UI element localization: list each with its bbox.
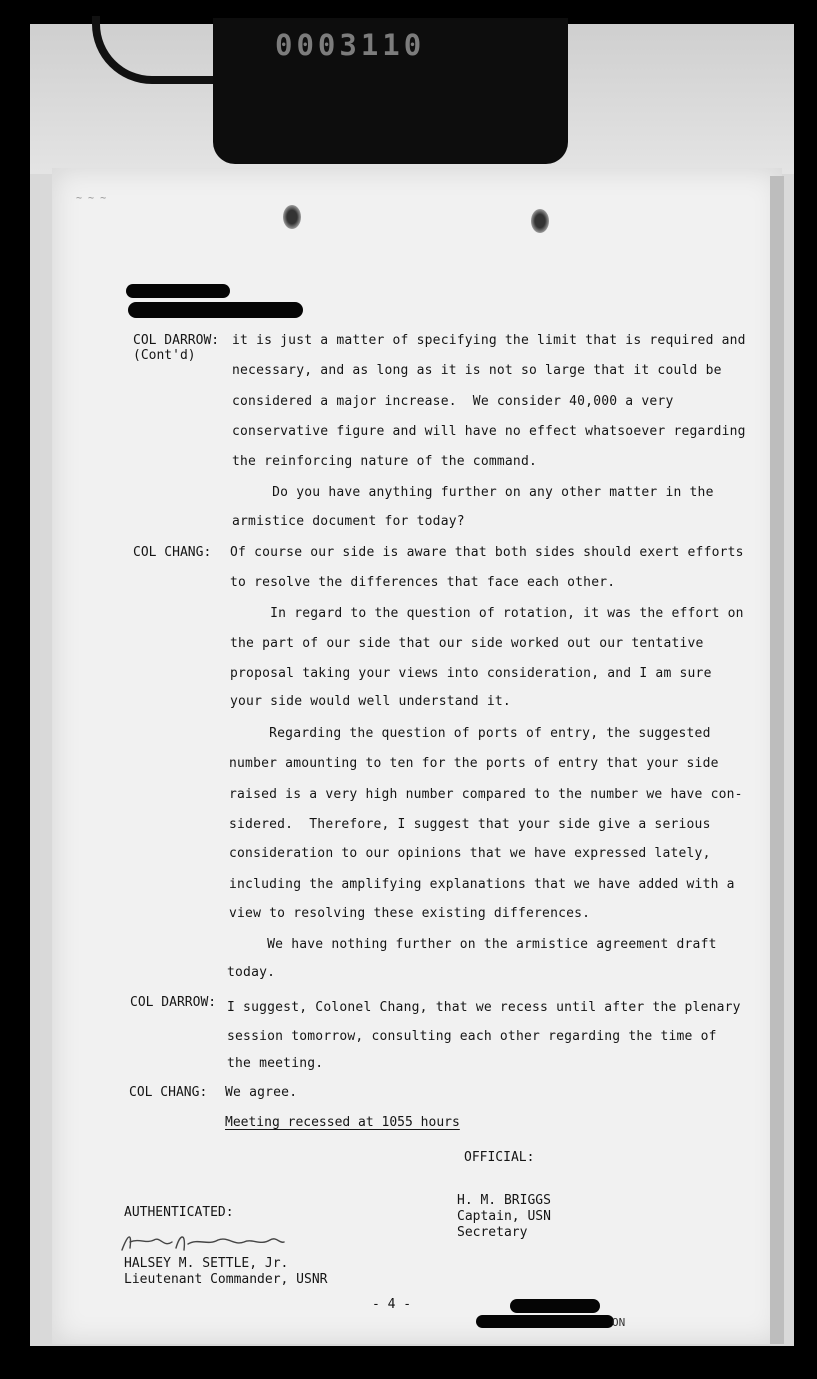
redaction-bar-footer (476, 1315, 614, 1328)
text-line: Regarding the question of ports of entry, the suggested (229, 726, 711, 741)
official-title: Secretary (457, 1225, 528, 1240)
page-number: - 4 - (372, 1297, 412, 1312)
text-line: Of course our side is aware that both sides should exert efforts (230, 545, 744, 560)
redaction-bar-footer-top (510, 1299, 600, 1313)
recess-note: Meeting recessed at 1055 hours (225, 1115, 460, 1130)
frame-number: 0003110 (275, 28, 426, 62)
text-line: I suggest, Colonel Chang, that we recess until after the plenary (227, 1000, 741, 1015)
text-line: the reinforcing nature of the command. (232, 454, 538, 469)
text-line: number amounting to ten for the ports of entry that your side (229, 756, 719, 771)
official-label: OFFICIAL: (464, 1150, 535, 1165)
text-line: proposal taking your views into consideration, and I am sure (230, 666, 712, 681)
speaker-label-darrow: COL DARROW: (130, 995, 217, 1010)
text-line: sidered. Therefore, I suggest that your side give a serious (229, 817, 711, 832)
punch-hole-right (531, 209, 549, 233)
footer-classification-fragment: ON (612, 1316, 626, 1329)
text-line: the meeting. (227, 1056, 324, 1071)
text-line: considered a major increase. We consider 40,000 a very (232, 394, 674, 409)
speaker-label-darrow-continued: COL DARROW: (133, 333, 220, 348)
authenticated-rank: Lieutenant Commander, USNR (124, 1272, 328, 1287)
punch-hole-left (283, 205, 301, 229)
text-line: We have nothing further on the armistice agreement draft (227, 937, 717, 952)
redaction-bar-classification (128, 302, 303, 318)
text-line: view to resolving these existing differences. (229, 906, 591, 921)
text-line: Do you have anything further on any other matter in the (232, 485, 714, 500)
text-line: In regard to the question of rotation, it was the effort on (230, 606, 744, 621)
text-line: consideration to our opinions that we have expressed lately, (229, 846, 711, 861)
text-line: necessary, and as long as it is not so large that it could be (232, 363, 722, 378)
text-line: session tomorrow, consulting each other regarding the time of (227, 1029, 717, 1044)
text-line: to resolve the differences that face each other. (230, 575, 616, 590)
official-name: H. M. BRIGGS (457, 1193, 551, 1208)
text-line: conservative figure and will have no effect whatsoever regarding (232, 424, 746, 439)
text-line: the part of our side that our side worked out our tentative (230, 636, 704, 651)
redaction-bar-top (126, 284, 230, 298)
page-edge (770, 176, 784, 1344)
text-line: We agree. (225, 1085, 298, 1100)
speaker-label-chang: COL CHANG: (129, 1085, 208, 1100)
authenticated-name: HALSEY M. SETTLE, Jr. (124, 1256, 289, 1271)
text-line: today. (227, 965, 276, 980)
text-line: raised is a very high number compared to the number we have con- (229, 787, 743, 802)
handwritten-signature (118, 1228, 288, 1258)
text-line: including the amplifying explanations that we have added with a (229, 877, 735, 892)
speaker-label-chang: COL CHANG: (133, 545, 212, 560)
continued-note: (Cont'd) (133, 348, 196, 363)
frame-counter (213, 18, 568, 164)
text-line: it is just a matter of specifying the limit that is required and (232, 333, 746, 348)
paper-smudge: ~ ~ ~ (76, 193, 107, 204)
text-line: your side would well understand it. (230, 694, 511, 709)
official-rank: Captain, USN (457, 1209, 551, 1224)
text-line: armistice document for today? (232, 514, 465, 529)
authenticated-label: AUTHENTICATED: (124, 1205, 234, 1220)
